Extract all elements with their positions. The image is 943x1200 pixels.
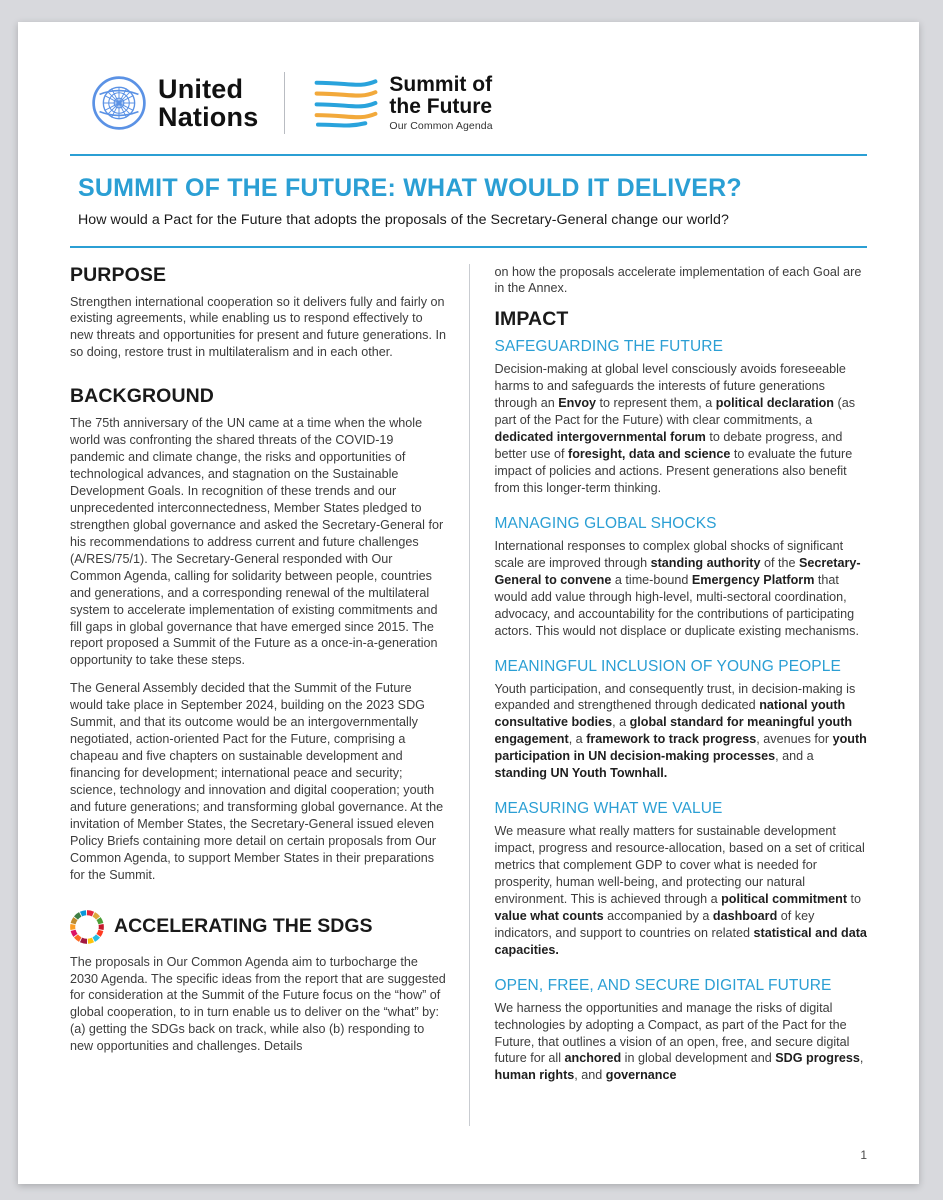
left-column — [70, 264, 469, 1144]
background-heading: BACKGROUND — [70, 385, 214, 408]
summit-tagline: Our Common Agenda — [389, 120, 493, 133]
page-subtitle: How would a Pact for the Future that adopts the proposals of the Secretary-General change our world? — [78, 212, 729, 228]
page-title: SUMMIT OF THE FUTURE: WHAT WOULD IT DELIVER? — [78, 174, 742, 202]
impact-section-2-text: Youth participation, and consequently trust, in decision-making is expanded and strengthened through dedicated national youth consultative bodies, a global standard for meaningful youth engagement, a framework to track progress, avenues for youth participation in UN decision-making processes, and a standing UN Youth Townhall. — [494, 681, 867, 781]
impact-section-1-text: International responses to complex global shocks of significant scale are improved through standing authority of the Secretary-General to convene a time-bound Emergency Platform that would add value through high-level, multi-sectoral coordination, advocacy, and accountability for the contributions of participating actors. This would not displace or duplicate existing mechanisms. — [494, 538, 861, 638]
un-wordmark — [158, 75, 258, 132]
purpose-text: Strengthen international cooperation so it delivers fully and fairly on existing agreements, while enabling us to respond effectively to new threats and opportunities for present and future generations. In so doing, restore trust in multilateralism and in each other. — [70, 294, 446, 360]
impact-section-3-heading: MEASURING WHAT WE VALUE — [494, 800, 723, 818]
summit-swoosh-icon — [311, 76, 379, 130]
impact-section-4-heading: OPEN, FREE, AND SECURE DIGITAL FUTURE — [494, 976, 832, 994]
column-divider — [469, 264, 470, 1126]
impact-section-4-text: We harness the opportunities and manage the risks of digital technologies by adopting a Compact, as part of the Pact for the Future, that outlines a vision of an open, free, and secure digital future for all anchored in global development and SDG progress, human rights, and governance — [494, 1000, 864, 1083]
header-logos — [70, 60, 867, 146]
un-wordmark-line2: Nations — [158, 102, 259, 132]
document-page — [18, 22, 919, 1184]
summit-of-the-future-logo — [311, 74, 492, 132]
page-number: 1 — [860, 1148, 867, 1162]
impact-section-2-heading: MEANINGFUL INCLUSION OF YOUNG PEOPLE — [494, 657, 841, 675]
impact-section-1-heading: MANAGING GLOBAL SHOCKS — [494, 514, 717, 532]
summit-wordmark-line2: the Future — [389, 94, 493, 118]
sdg-wheel-icon — [70, 910, 104, 944]
summit-wordmark — [389, 74, 492, 132]
impact-section-0-heading: SAFEGUARDING THE FUTURE — [494, 338, 724, 356]
body-columns — [70, 264, 867, 1144]
impact-heading: IMPACT — [494, 308, 569, 331]
accelerating-sdgs-heading — [70, 910, 447, 944]
background-paragraph-2: The General Assembly decided that the Summit of the Future would take place in September 2024, building on the 2023 SDG Summit, and that its outcome would be an intergovernmentally negotiated, action-oriented Pact for the Future, comprising a chapeau and five chapters on sustainable development and financing for development; international peace and security; science, technology and innovation and digital cooperation; youth and future generations; and transforming global governance. At the invitation of Member States, the Secretary-General issued eleven Policy Briefs containing more detail on certain proposals from Our Common Agenda, to support Member States in their preparations for the Summit. — [70, 681, 444, 882]
title-block — [70, 156, 867, 238]
background-paragraph-1: The 75th anniversary of the UN came at a time when the whole world was confronting the shared threats of the COVID-19 pandemic and climate change, the risks and opportunities of technological advances, and stagnation on the Sustainable Development Goals. In recognition of these trends and our unprecedented interconnectedness, Member States pledged to strengthen global governance and asked the Secretary-General for his recommendations to address current and future challenges (A/RES/75/1). The Secretary-General responded with Our Common Agenda, calling for solidarity between people, countries and generations, and a corresponding renewal of the multilateral system to accelerate implementation of existing commitments and fill gaps in global governance that have emerged since 2015. The report proposed a Summit of the Future as a once-in-a-generation opportunity to take these steps. — [70, 416, 444, 668]
title-rule — [70, 246, 867, 248]
continuation-text: on how the proposals accelerate implementation of each Goal are in the Annex. — [494, 264, 862, 296]
right-column — [469, 264, 868, 1144]
un-wordmark-line1: United — [158, 73, 244, 104]
summit-wordmark-line1: Summit of — [389, 73, 493, 97]
accelerating-sdgs-text: The proposals in Our Common Agenda aim to turbocharge the 2030 Agenda. The specific ideas from the report that are suggested for consideration at the Summit of the Future focus on the “how” of global cooperation, to in turn enable us to deliver on the “what” by: (a) getting the SDGs back on track, while also (b) responding to new opportunities and challenges. Details — [70, 954, 446, 1054]
impact-section-0-text: Decision-making at global level consciously avoids foreseeable harms to and safeguards the interests of future generations through an Envoy to represent them, a political declaration (as part of the Pact for the Future) with clear commitments, a dedicated intergovernmental forum to debate progress, and better use of foresight, data and science to evaluate the future impact of policies and actions. Present generations also benefit from this longer-term thinking. — [494, 362, 856, 495]
accelerating-sdgs-label: ACCELERATING THE SDGS — [114, 915, 373, 938]
purpose-heading: PURPOSE — [70, 263, 167, 286]
impact-section-3-text: We measure what really matters for sustainable development impact, progress and resource-allocation, based on a set of critical metrics that complement GDP to cover what is needed for prosperity, human well-being, and protecting our natural environment. This is achieved through a political commitment to value what counts accompanied by a dashboard of key indicators, and support to countries on related statistical and data capacities. — [494, 824, 867, 957]
logo-divider — [284, 72, 285, 134]
united-nations-emblem-icon — [92, 76, 146, 130]
